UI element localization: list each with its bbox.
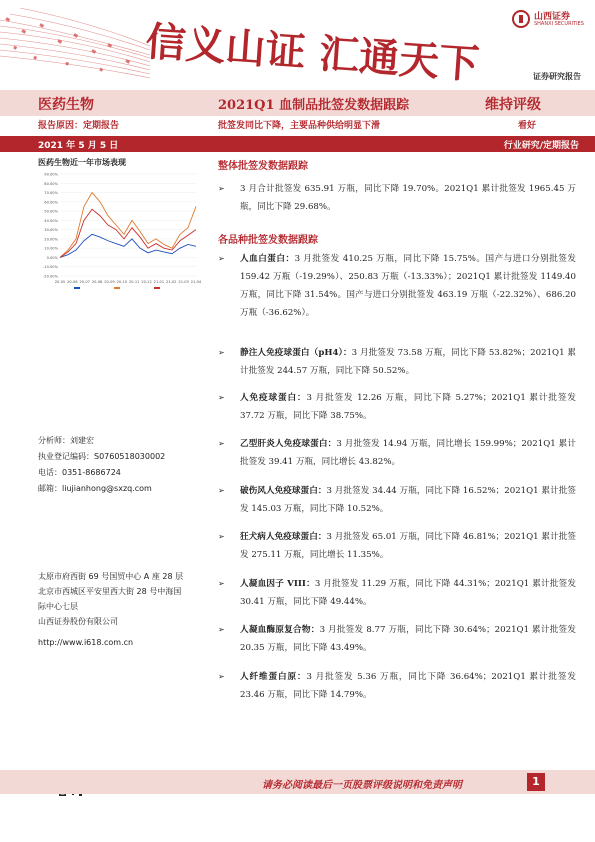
- report-type: 证券研究报告: [533, 72, 581, 81]
- analyst-name: 分析师：刘建宏: [38, 436, 94, 445]
- chart-y-tick: 90.00%: [44, 172, 58, 177]
- list-item: ➢ 人纤维蛋白原：3 月批签发 5.36 万瓶，同比下降 36.64%；2021Q1 累计批签发 23.46 万瓶，同比下降 14.79%。: [218, 668, 576, 704]
- chart-series-line-2: [60, 209, 196, 257]
- chart-x-tick: 21-02: [166, 280, 177, 284]
- chart-y-tick: 20.00%: [44, 237, 58, 242]
- market-chart-svg: [38, 170, 200, 292]
- report-subtitle: 批签发同比下降，主要品种供给明显下滑: [218, 121, 381, 131]
- chart-y-tick: 40.00%: [44, 218, 58, 223]
- company-website[interactable]: http://www.i618.com.cn: [38, 638, 134, 647]
- chart-y-tick: 70.00%: [44, 191, 58, 196]
- bullet-arrow-icon: ➢: [218, 486, 225, 495]
- header-subrow: [0, 118, 595, 134]
- chart-x-tick: 20-12: [141, 280, 152, 284]
- chart-x-tick: 21-04: [190, 280, 202, 284]
- company-address: [38, 569, 208, 650]
- report-date: 2021 年 5 月 5 日: [38, 141, 119, 151]
- rating-label: 维持评级: [485, 97, 541, 113]
- slogan: 信义山证 汇通天下: [144, 17, 481, 89]
- chart-x-tick: 20-08: [91, 280, 103, 284]
- chart-x-tick: 21-03: [178, 280, 189, 284]
- report-reason: 报告原因：定期报告: [38, 121, 120, 131]
- analyst-info: [38, 435, 208, 499]
- chart-x-tick: 20-10: [116, 280, 128, 284]
- report-title: 2021Q1 血制品批签发数据跟踪: [218, 98, 410, 113]
- analyst-phone: 电话：0351-8686724: [38, 468, 121, 477]
- chart-y-tick: 30.00%: [44, 228, 58, 233]
- address-taiyuan: 太原市府西街 69 号国贸中心 A 座 28 层: [38, 572, 184, 581]
- logo-mark-icon: [512, 10, 530, 28]
- logo-name-cn: 山西证券: [534, 12, 571, 22]
- rating-value: 看好: [518, 121, 537, 131]
- chart-series-line-1: [60, 193, 196, 258]
- chart-title: 医药生物近一年市场表现: [38, 158, 126, 167]
- list-item: ➢ 3 月合计批签发 635.91 万瓶，同比下降 19.70%。2021Q1 累计批签发 1965.45 万瓶，同比下降 29.68%。: [218, 180, 576, 216]
- chart-x-tick: 20-11: [128, 280, 140, 284]
- list-item: ➢ 人凝血酶原复合物：3 月批签发 8.77 万瓶，同比下降 30.64%；2021Q1 累计批签发 20.35 万瓶，同比下降 43.49%。: [218, 621, 576, 657]
- chart-y-tick: 50.00%: [44, 209, 58, 214]
- market-chart: [38, 170, 200, 292]
- bullet-arrow-icon: ➢: [218, 254, 225, 263]
- chart-y-tick: 0.00%: [46, 255, 58, 260]
- chart-legend-swatch-0: [74, 287, 80, 289]
- chart-x-tick: 21-01: [153, 280, 165, 284]
- list-item: ➢ 乙型肝炎人免疫球蛋白：3 月批签发 14.94 万瓶，同比增长 159.99%；2021Q1 累计批签发 39.41 万瓶，同比增长 43.82%。: [218, 435, 576, 471]
- footer-disclaimer[interactable]: 请务必阅读最后一页股票评级说明和免责声明: [262, 780, 462, 791]
- analyst-email[interactable]: 邮箱：liujianhong@sxzq.com: [38, 484, 152, 493]
- logo-name-en: SHANXI SECURITIES: [534, 21, 584, 27]
- chart-x-tick: 20-05: [54, 280, 66, 284]
- list-item: ➢ 破伤风人免疫球蛋白：3 月批签发 34.44 万瓶，同比下降 16.52%；2021Q1 累计批签发 145.03 万瓶，同比下降 10.52%。: [218, 482, 576, 518]
- chart-y-tick: -20.00%: [43, 274, 58, 279]
- list-item: ➢ 人凝血因子 VIII：3 月批签发 11.29 万瓶，同比下降 44.31%；2021Q1 累计批签发 30.41 万瓶，同比下降 49.44%。: [218, 575, 576, 611]
- date-bar: [0, 136, 595, 152]
- chart-legend-swatch-1: [114, 287, 120, 289]
- bullet-arrow-icon: ➢: [218, 393, 225, 402]
- page-number: 1: [527, 773, 545, 791]
- chart-y-tick: 10.00%: [44, 246, 58, 251]
- chart-legend-swatch-2: [154, 287, 160, 289]
- company-logo[interactable]: [512, 8, 588, 30]
- address-beijing-line2: 际中心七层: [38, 602, 78, 611]
- company-name: 山西证券股份有限公司: [38, 617, 118, 626]
- list-item: ➢ 人血白蛋白：3 月批签发 410.25 万瓶，同比下降 15.75%。国产与进口分别批签发 159.42 万瓶（-19.29%）、250.83 万瓶（-13.33%）；2021Q1 累计批签发 1149.40 万瓶，同比下降 31.54%。国产与进口分别批签发 463.19 万瓶（-22.32%）、686.20 万瓶（-36.62%）。: [218, 250, 576, 322]
- report-category: 行业研究/定期报告: [503, 141, 579, 151]
- bullet-arrow-icon: ➢: [218, 625, 225, 634]
- section-heading-products: 各品种批签发数据跟踪: [218, 235, 318, 246]
- chart-x-tick: 20-06: [67, 280, 78, 284]
- bullet-arrow-icon: ➢: [218, 184, 225, 193]
- chart-y-tick: -10.00%: [43, 265, 58, 270]
- analyst-license: 执业登记编码：S0760518030002: [38, 452, 166, 461]
- bullet-arrow-icon: ➢: [218, 439, 225, 448]
- chart-y-tick: 80.00%: [44, 181, 58, 186]
- bullet-arrow-icon: ➢: [218, 348, 225, 357]
- list-item: ➢ 静注人免疫球蛋白（pH4）：3 月批签发 73.58 万瓶，同比下降 53.82%；2021Q1 累计批签发 244.57 万瓶，同比下降 50.52%。: [218, 344, 576, 380]
- chart-x-tick: 20-07: [79, 280, 90, 284]
- chart-x-tick: 20-09: [104, 280, 115, 284]
- list-item: ➢ 人免疫球蛋白：3 月批签发 12.26 万瓶，同比下降 5.27%；2021Q1 累计批签发 37.72 万瓶，同比下降 38.75%。: [218, 389, 576, 425]
- address-beijing-line1: 北京市西城区平安里西大街 28 号中海国: [38, 587, 182, 596]
- list-item: ➢ 狂犬病人免疫球蛋白：3 月批签发 65.01 万瓶，同比下降 46.81%；2021Q1 累计批签发 275.11 万瓶，同比增长 11.35%。: [218, 528, 576, 564]
- banner: [0, 0, 595, 88]
- bullet-arrow-icon: ➢: [218, 532, 225, 541]
- bullet-arrow-icon: ➢: [218, 579, 225, 588]
- header-band: [0, 90, 595, 116]
- industry-name: 医药生物: [38, 97, 94, 113]
- bullet-arrow-icon: ➢: [218, 672, 225, 681]
- chart-y-tick: 60.00%: [44, 200, 58, 205]
- section-heading-overall: 整体批签发数据跟踪: [218, 161, 308, 172]
- footer-band: [0, 770, 595, 794]
